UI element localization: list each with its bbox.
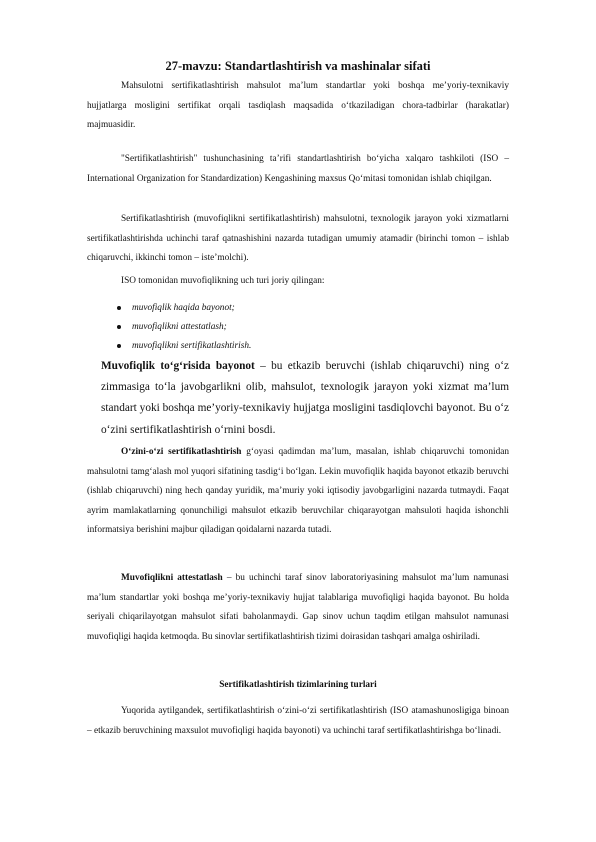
paragraph-text: g‘oyasi qadimdan ma’lum, masalan, ishlab chiqaruvchi tomonidan mahsulotni tamg‘alash mol yuqori sifatining tasdig‘i bo‘lgan. Lekin muvofiqlik haqida bayonot etkazib beruvchi (ishlab chiqaruvchi) ning hech qanday yuridik, ma’muriy yoki iqtisodiy javobgarligini nazarda tutmaydi. Faqat ayrim mamlakatlarning qonunchiligi mahsulot etkazib beruvchilar chiqarayotgan mahsuloti haqida ishonchli informatsiya berishini majbur qiladigan qoidalarni nazarda tutadi. xyxy=(87,447,509,535)
page-title: 27-mavzu: Standartlashtirish va mashinalar sifati xyxy=(165,59,431,73)
paragraph-conformity-certification xyxy=(87,210,509,269)
paragraph-text: Yuqorida aytilgandek, sertifikatlashtirish o‘zini-o‘zi sertifikatlashtirish (ISO atamashunosligiga binoan – etkazib beruvchining maxsulot muvofiqligi haqida bayonoti) va uchinchi taraf sertifikatlashtirishga bo‘linadi. xyxy=(87,706,509,736)
list-item: muvofiqlik haqida bayonot; xyxy=(116,299,251,318)
paragraph-text: Mahsulotni sertifikatlashtirish mahsulot ma’lum standartlar yoki boshqa me’yoriy-texnikaviy hujjatlarga mosligini sertifikat orqali tasdiqlash maqsadida o‘tkaziladigan chora-tadbirlar (harakatlar) majmuasidir. xyxy=(87,81,509,130)
paragraph-iso-definition xyxy=(87,150,509,189)
paragraph-text: – bu uchinchi taraf sinov laboratoriyasining mahsulot ma’lum namunasi ma’lum standartlar yoki boshqa me’yoriy-texnikaviy hujjat talablariga muvofiqligi haqida bayonot. Bu holda seriyali chiqarilayotgan mahsulot sifati baholanmaydi. Gap sinov uchun taqdim etilgan mahsulot namunasi muvofiqligi haqida ketmoqda. Bu sinovlar sertifikatlashtirish tizimi doirasidan tashqari amalga oshiriladi. xyxy=(87,573,510,642)
paragraph-text: – bu etkazib beruvchi (ishlab chiqaruvchi) ning o‘z zimmasiga to‘la javobgarlikni olib, mahsulot, texnologik jarayon yoki xizmat ma’lum standart yoki boshqa me’yoriy-texnikaviy hujjatga mosligini tasdiqlovchi bayonot. Bu o‘z o‘zini sertifikatlashtirish o‘rnini bosdi. xyxy=(101,360,509,436)
term-bold: Muvofiqlik to‘g‘risida bayonot xyxy=(101,360,255,372)
paragraph-text: ISO tomonidan muvofiqlikning uch turi joriy qilingan: xyxy=(121,276,325,286)
term-bold: O‘zini-o‘zi sertifikatlashtirish xyxy=(121,447,242,457)
paragraph-text: Sertifikatlashtirish (muvofiqlikni sertifikatlashtirish) mahsulotni, texnologik jarayon yoki xizmatlarni sertifikatlashtirishda uchinchi taraf qatnashishini nazarda tutadigan umumiy atamadir (birinchi tomon – ishlab chiqaruvchi, ikkinchi tomon – iste’molchi). xyxy=(87,214,509,263)
paragraph-attestation xyxy=(87,569,509,647)
paragraph-text: "Sertifikatlashtirish" tushunchasining ta’rifi standartlashtirish bo‘yicha xalqaro tashkiloti (ISO – International Organization for Standardization) Kengashining maxsus Qo‘mitasi tomonidan ishlab chiqilgan. xyxy=(87,154,509,184)
section-heading: Sertifikatlashtirish tizimlarining turlari xyxy=(219,680,377,690)
paragraph-certification-definition xyxy=(87,77,509,136)
conformity-types-list xyxy=(116,299,251,356)
paragraph-conformity-statement xyxy=(101,356,509,441)
paragraph-certification-division xyxy=(87,702,509,741)
paragraph-self-certification xyxy=(87,443,509,541)
list-item: muvofiqlikni attestatlash; xyxy=(116,318,251,337)
list-item: muvofiqlikni sertifikatlashtirish. xyxy=(116,337,251,356)
term-bold: Muvofiqlikni attestatlash xyxy=(121,573,223,583)
paragraph-iso-types-intro xyxy=(87,272,509,292)
